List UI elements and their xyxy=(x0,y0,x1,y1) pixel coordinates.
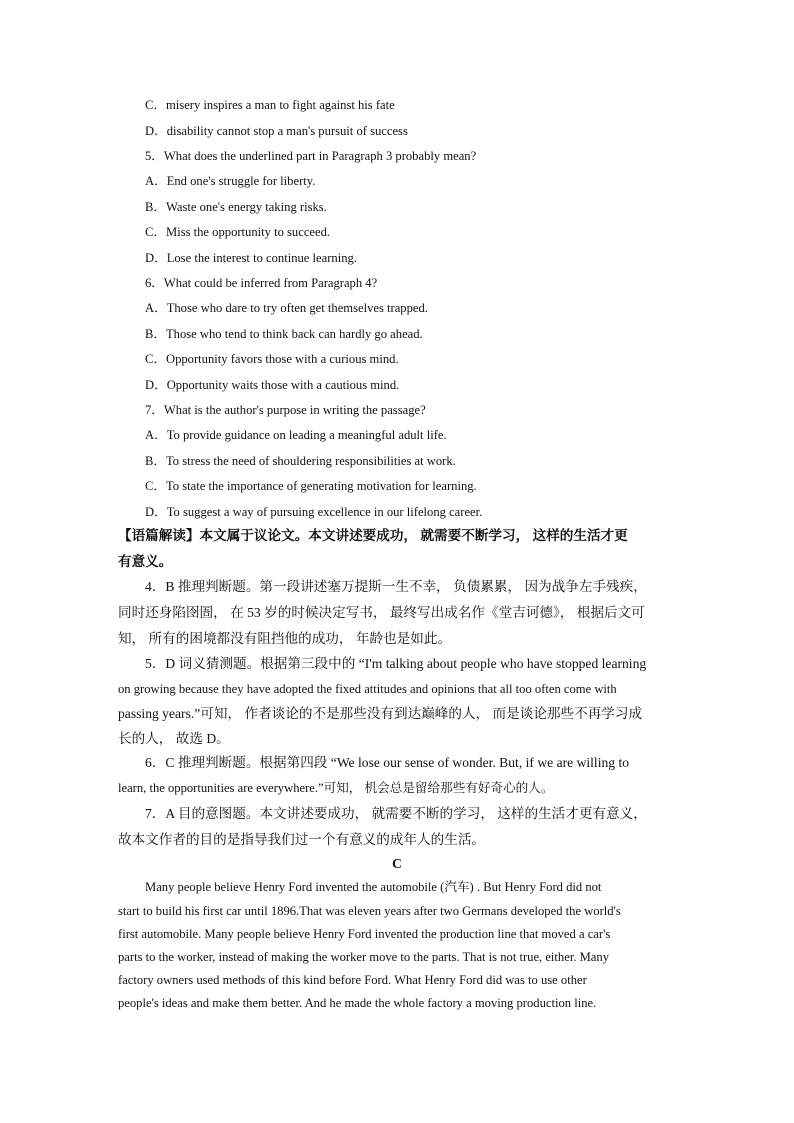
analysis-heading: 【语篇解读】本文属于议论文。本文讲述要成功， 就需要不断学习， 这样的生活才更 xyxy=(118,528,628,543)
analysis-heading-cont: 有意义。 xyxy=(118,554,173,569)
passage-c-line-3: first automobile. Many people believe Henry Ford invented the production line that moved a car's xyxy=(118,927,611,941)
q5-option-d: D．Lose the interest to continue learning. xyxy=(145,251,357,265)
answer-6-line-2: learn, the opportunities are everywhere.”可知， 机会总是留给那些有好奇心的人。 xyxy=(118,781,554,795)
answer-5-line-1: 5．D 词义猜测题。根据第三段中的 “I'm talking about people who have stopped learning xyxy=(145,656,647,671)
q5-question: 5．What does the underlined part in Paragraph 3 probably mean? xyxy=(145,149,477,163)
passage-c-line-5: factory owners used methods of this kind before Ford. What Henry Ford did was to use other xyxy=(118,973,587,987)
q7-option-d: D．To suggest a way of pursuing excellence in our lifelong career. xyxy=(145,505,483,519)
passage-c-title: C xyxy=(392,856,402,871)
answer-4-line-1: 4．B 推理判断题。第一段讲述塞万提斯一生不幸， 负债累累， 因为战争左手残疾， xyxy=(145,579,647,594)
answer-7-line-2: 故本文作者的目的是指导我们过一个有意义的成年人的生活。 xyxy=(118,832,486,847)
answer-7-line-1: 7．A 目的意图题。本文讲述要成功， 就需要不断的学习， 这样的生活才更有意义， xyxy=(145,806,647,821)
passage-c-line-6: people's ideas and make them better. And he made the whole factory a moving production line. xyxy=(118,996,597,1010)
answer-4-line-2: 同时还身陷囹圄， 在 53 岁的时候决定写书， 最终写出成名作《堂吉诃德》， 根据后文可 xyxy=(118,605,645,620)
q5-option-a: A．End one's struggle for liberty. xyxy=(145,174,316,188)
q4-option-c: C．misery inspires a man to fight against his fate xyxy=(145,98,395,112)
answer-6-line-1: 6．C 推理判断题。根据第四段 “We lose our sense of wonder. But, if we are willing to xyxy=(145,755,630,770)
answer-5-line-4: 长的人， 故选 D。 xyxy=(118,731,230,746)
q6-option-d: D．Opportunity waits those with a cautious mind. xyxy=(145,378,400,392)
q5-option-c: C．Miss the opportunity to succeed. xyxy=(145,225,331,239)
passage-c-line-1: Many people believe Henry Ford invented the automobile (汽车) . But Henry Ford did not xyxy=(145,880,602,894)
passage-c-line-2: start to build his first car until 1896.That was eleven years after two Germans developed the world's xyxy=(118,904,621,918)
q6-option-c: C．Opportunity favors those with a curious mind. xyxy=(145,352,399,366)
q6-option-a: A．Those who dare to try often get themselves trapped. xyxy=(145,301,428,315)
q5-option-b: B．Waste one's energy taking risks. xyxy=(145,200,327,214)
q4-option-d: D．disability cannot stop a man's pursuit of success xyxy=(145,124,408,138)
q6-question: 6．What could be inferred from Paragraph 4? xyxy=(145,276,378,290)
q7-option-b: B．To stress the need of shouldering responsibilities at work. xyxy=(145,454,456,468)
q7-option-a: A．To provide guidance on leading a meaningful adult life. xyxy=(145,428,447,442)
answer-5-line-2: on growing because they have adopted the fixed attitudes and opinions that all too often come with xyxy=(118,682,617,696)
q6-option-b: B．Those who tend to think back can hardly go ahead. xyxy=(145,327,423,341)
answer-5-line-3: passing years.”可知， 作者谈论的不是那些没有到达巅峰的人， 而是谈论那些不再学习成 xyxy=(118,706,643,721)
q7-question: 7．What is the author's purpose in writing the passage? xyxy=(145,403,426,417)
q7-option-c: C．To state the importance of generating motivation for learning. xyxy=(145,479,477,493)
answer-4-line-3: 知， 所有的困境都没有阻挡他的成功， 年龄也是如此。 xyxy=(118,631,452,646)
passage-c-line-4: parts to the worker, instead of making the worker move to the parts. That is not true, either. Many xyxy=(118,950,609,964)
